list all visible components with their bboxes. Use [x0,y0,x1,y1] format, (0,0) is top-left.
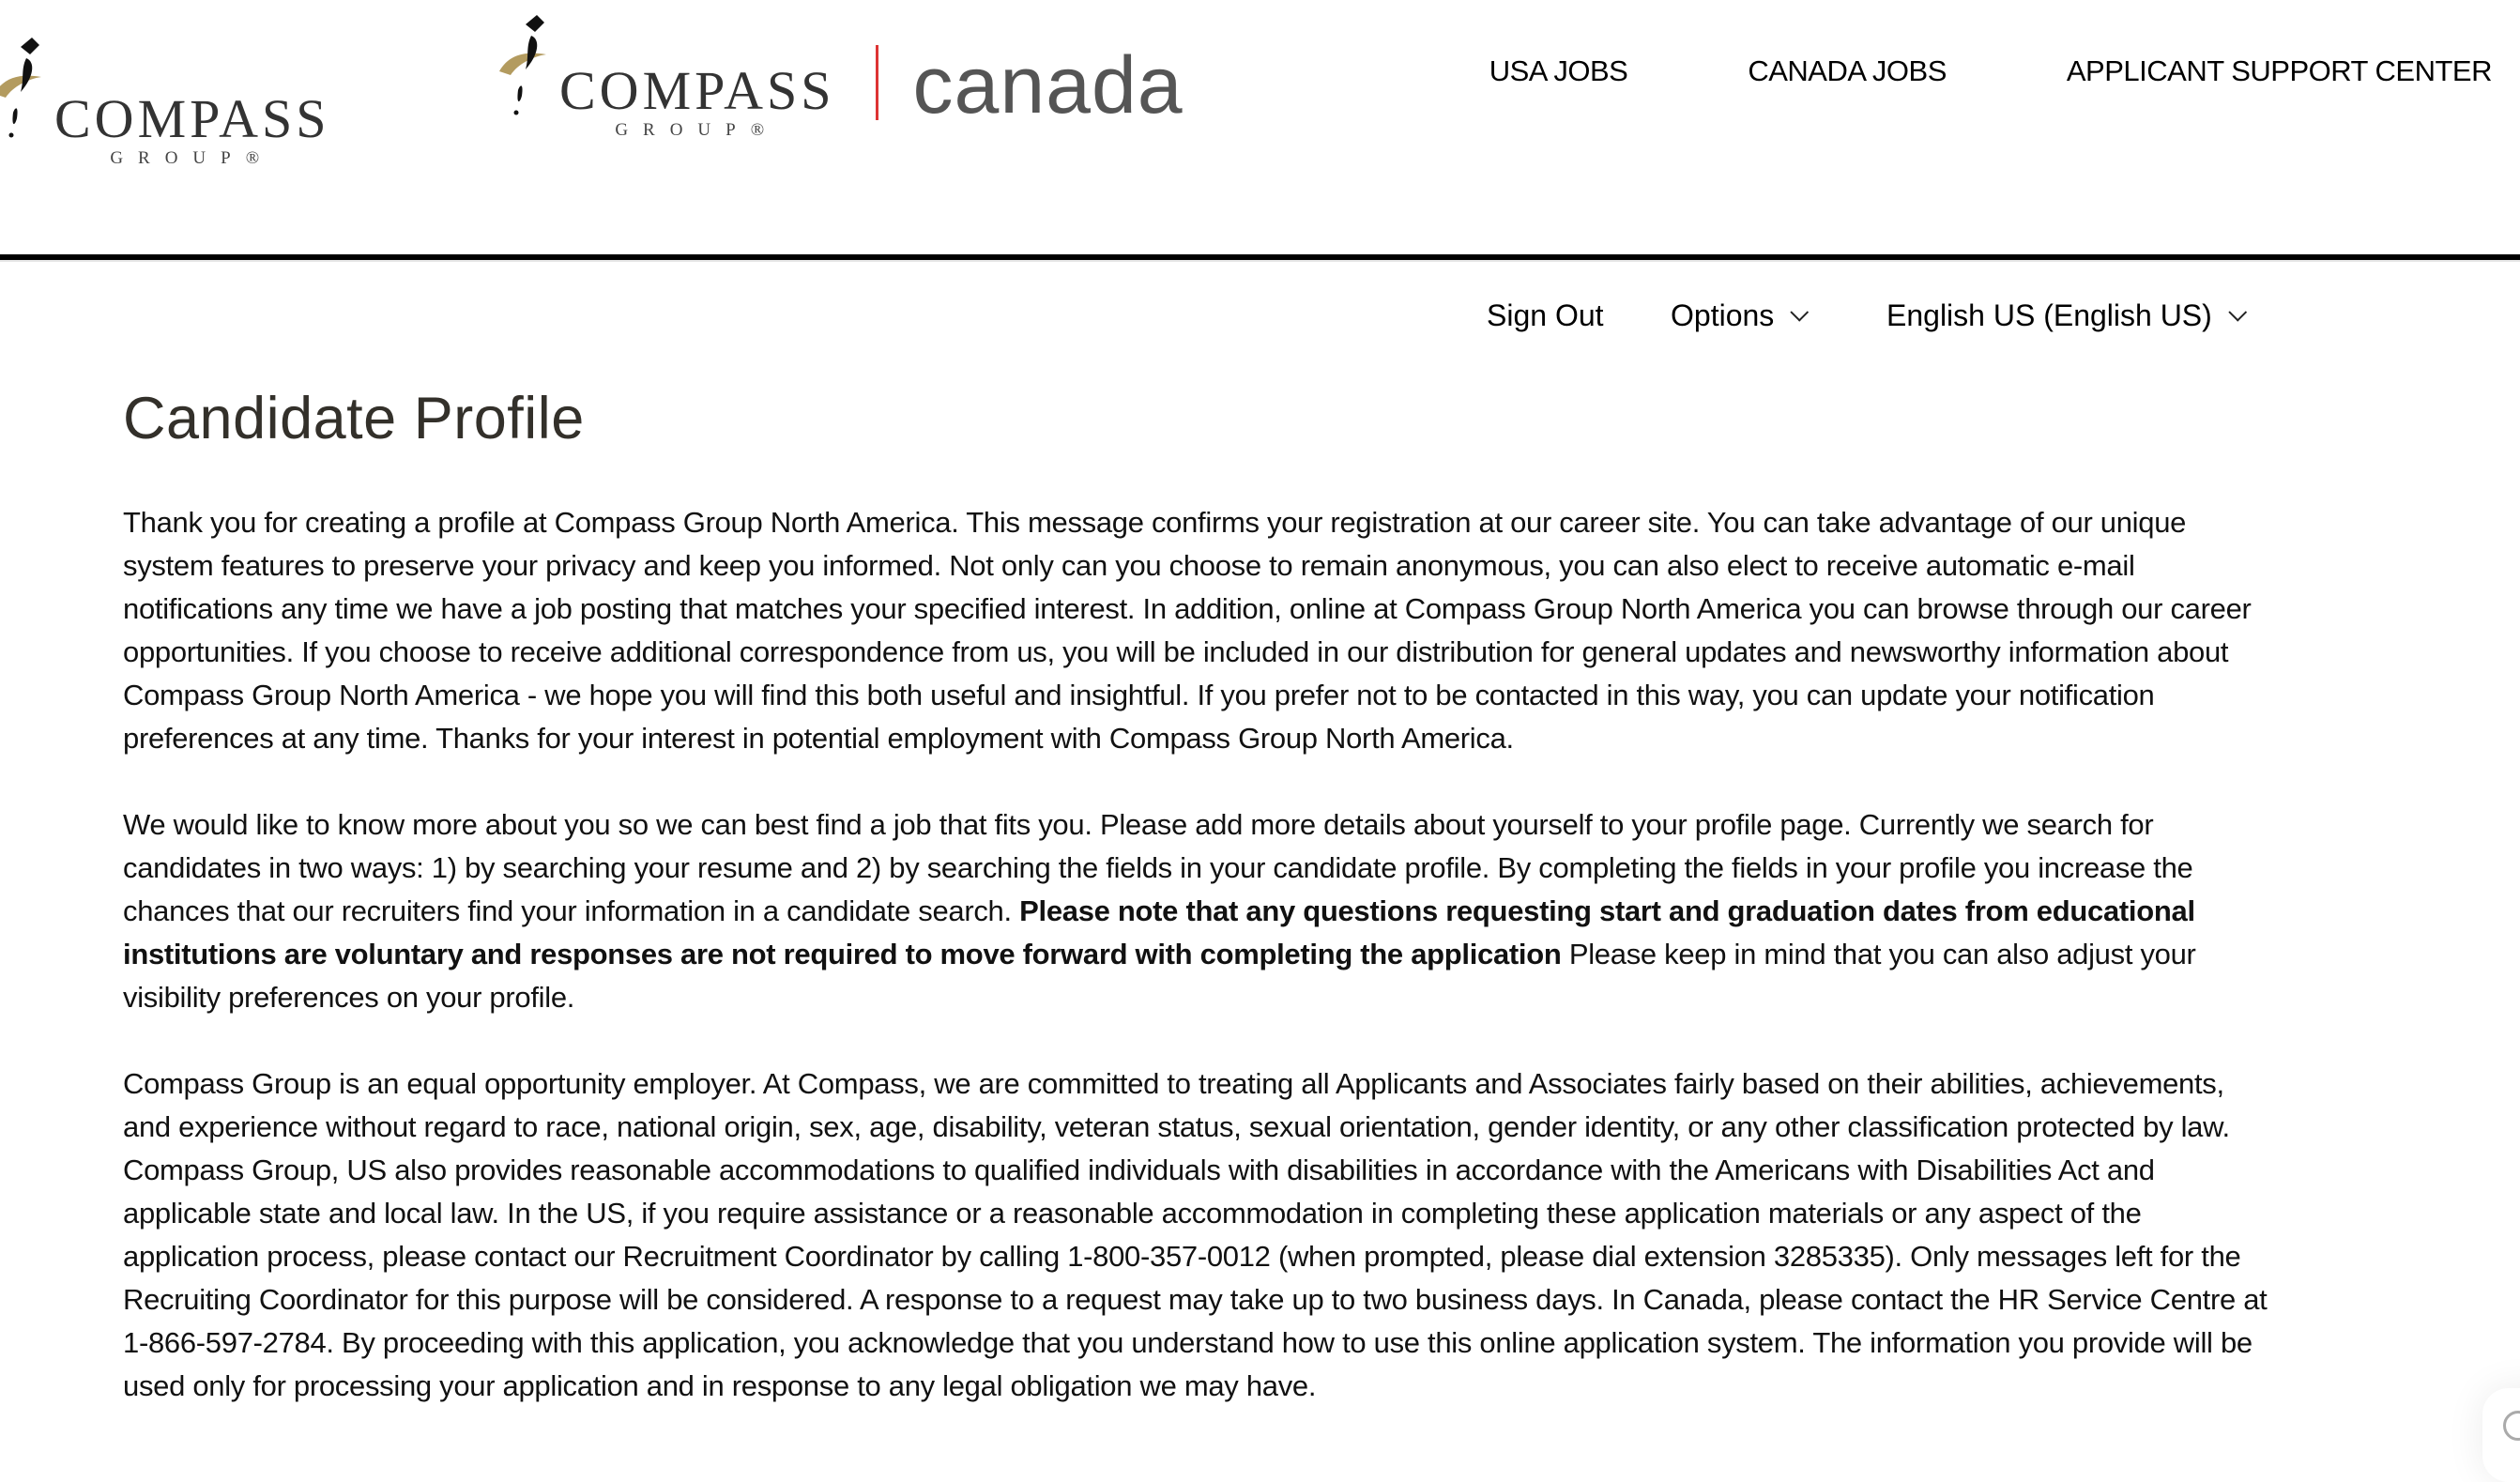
options-label: Options [1671,298,1774,333]
visibility-text: Please keep in mind that you can also adjust your visibility preferences on your profile. [123,938,2196,1014]
language-dropdown[interactable] [1886,298,2240,333]
help-icon [2503,1411,2520,1441]
welcome-paragraph: Thank you for creating a profile at Compass Group North America. This message confirms your registration at our career site. You can take advantage of our unique system features to preserve your privacy and keep you informed. Not only can you choose to remain anonymous, you can also elect to receive automatic e-mail notifications any time we have a job posting that matches your specified interest. In addition, online at Compass Group North America you can browse through our career opportunities. If you choose to receive additional correspondence from us, you will be included in our distribution for general updates and newsworthy information about Compass Group North America - we hope you will find this both useful and insightful. If you prefer not to be contacted in this way, you can update your notification preferences at any time. Thanks for your interest in potential employment with Compass Group North America. [123,501,2272,760]
logo-wordmark: COMPASS [559,64,834,118]
compass-figure-icon [497,6,563,137]
logo-region-text: canada [912,39,1183,132]
chevron-down-icon [1791,302,1810,321]
page-title: Candidate Profile [123,385,2272,452]
main-content [123,385,2272,1451]
compass-figure-icon [0,21,58,152]
nav-usa-jobs[interactable]: USA JOBS [1489,54,1628,88]
site-header [0,0,2520,254]
equal-opportunity-paragraph: Compass Group is an equal opportunity employer. At Compass, we are committed to treating all Applicants and Associates fairly based on their abilities, achievements, and experience without regard to race, national origin, sex, age, disability, veteran status, sexual orientation, gender identity, or any other classification protected by law. Compass Group, US also provides reasonable accommodations to qualified individuals with disabilities in accordance with the Americans with Disabilities Act and applicable state and local law. In the US, if you require assistance or a reasonable accommodation in completing these application materials or any aspect of the application process, please contact our Recruitment Coordinator by calling 1-800-357-0012 (when prompted, please dial extension 3285335). Only messages left for the Recruiting Coordinator for this purpose will be considered. A response to a request may take up to two business days. In Canada, please contact the HR Service Centre at 1-866-597-2784. By proceeding with this application, you acknowledge that you understand how to use this online application system. The information you provide will be used only for processing your application and in response to any legal obligation we may have. [123,1062,2272,1408]
nav-canada-jobs[interactable]: CANADA JOBS [1748,54,1947,88]
profile-info-text: We would like to know more about you so we can best find a job that fits you. Please add more details about yourself to your profile page. Currently we search for candidates in two ways: 1) by searching your resume and 2) by searching the fields in your candidate profile. By completing the fields in your profile you increase the chances that our recruiters find your information in a candidate search. [123,808,2193,927]
logo-subtext: GROUP® [110,148,274,169]
compass-canada-logo[interactable] [497,6,1184,141]
nav-applicant-support-center[interactable]: APPLICANT SUPPORT CENTER [2067,54,2492,88]
main-nav [1489,54,2492,88]
logo-subtext: GROUP® [615,120,779,141]
sign-out-link[interactable] [1487,298,1604,333]
chevron-down-icon [2228,302,2247,321]
options-dropdown[interactable] [1671,298,1802,333]
logo-divider [876,45,878,120]
education-dates-notice: Please note that any questions requesting start and graduation dates from educational institutions are voluntary and responses are not required to move forward with completing the application [123,894,2195,970]
sign-out-label: Sign Out [1487,298,1604,333]
header-divider-shadow [0,260,2520,262]
language-label: English US (English US) [1886,298,2212,333]
logo-wordmark: COMPASS [54,92,329,146]
utility-bar [0,298,2520,345]
profile-info-paragraph [123,803,2272,1019]
compass-group-logo[interactable] [0,21,329,169]
help-chat-widget[interactable] [2482,1388,2520,1482]
